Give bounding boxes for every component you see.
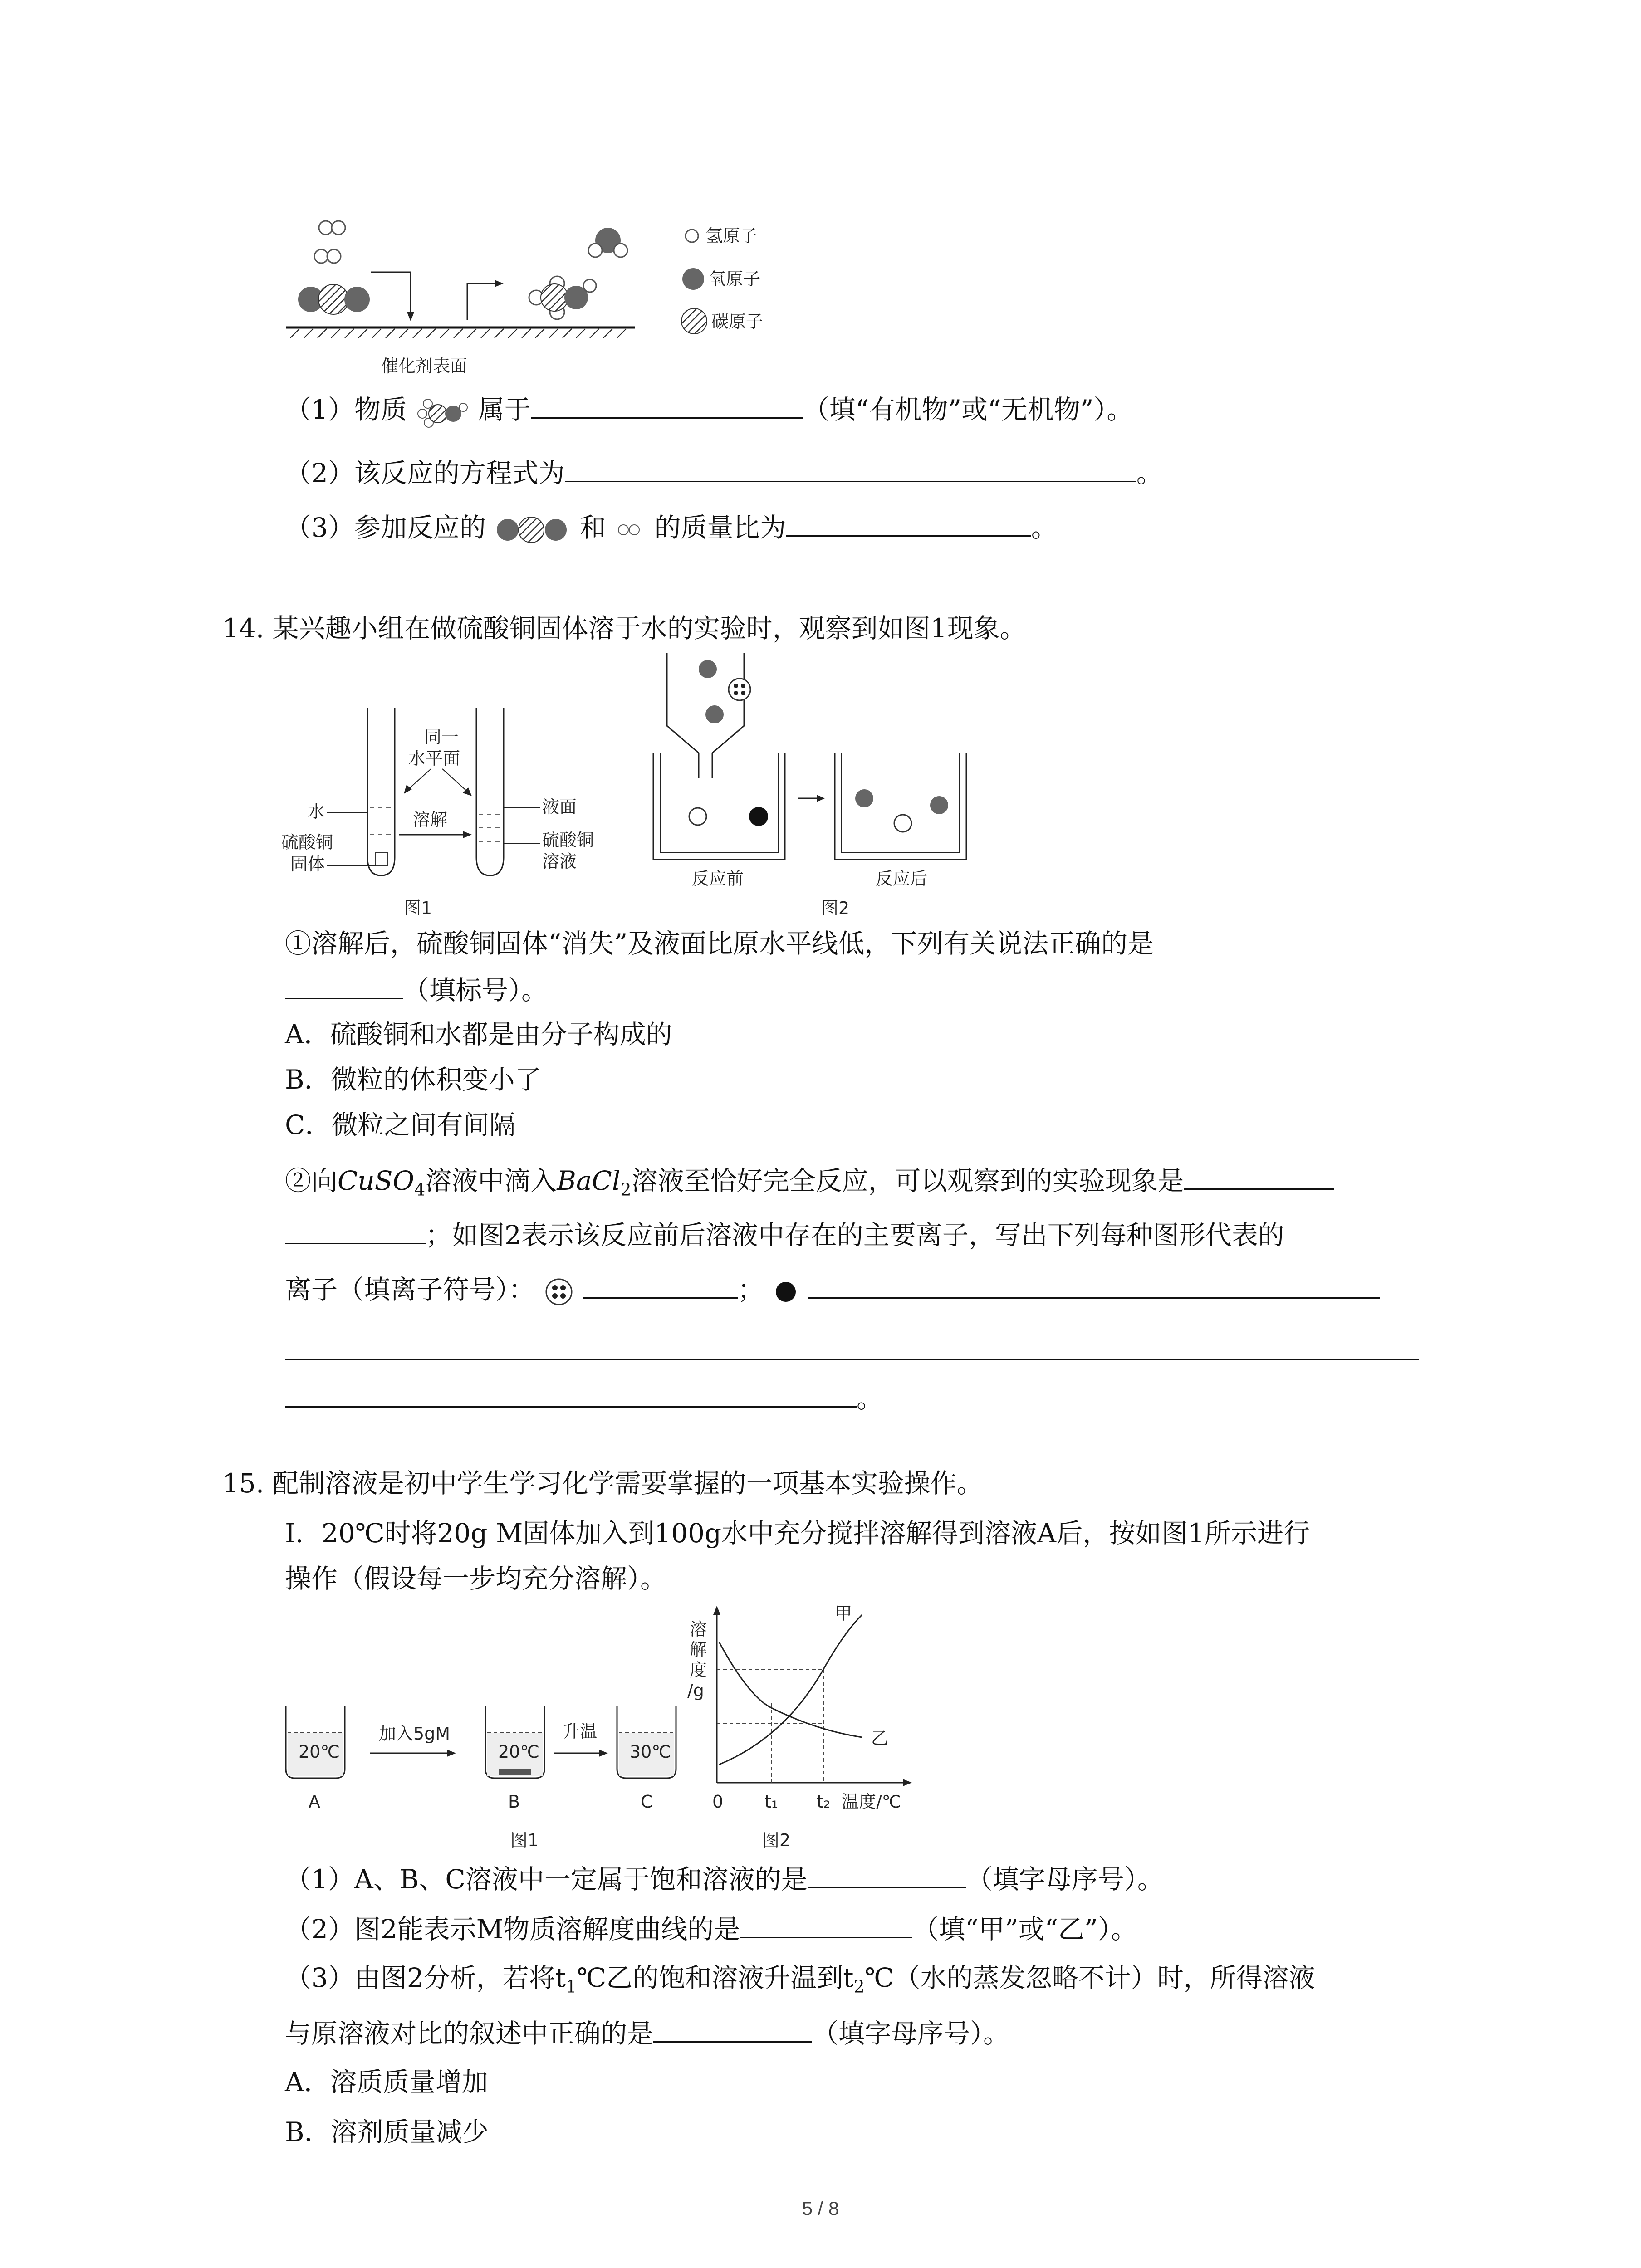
q14-option-b: B．微粒的体积变小了	[285, 1064, 541, 1095]
methanol-molecule	[529, 276, 596, 319]
beaker-b-label: B	[508, 1792, 520, 1812]
methanol-molecule-icon	[415, 394, 470, 430]
beaker-a-temp: 20℃	[299, 1742, 340, 1762]
beaker-c-temp: 30℃	[630, 1742, 671, 1762]
q14-part1-fill: （填标号）。	[285, 971, 548, 1008]
q15-figures	[272, 1601, 953, 1851]
q14-option-a: A．硫酸铜和水都是由分子构成的	[285, 1019, 672, 1050]
q15-fig1-caption: 图1	[510, 1830, 539, 1850]
black-ion-icon	[772, 1278, 799, 1305]
svg-text:溶液: 溶液	[542, 851, 577, 871]
q15-fig2-caption: 图2	[762, 1830, 791, 1850]
svg-text:同一: 同一	[424, 727, 459, 747]
legend-hydrogen: 氢原子	[705, 226, 758, 246]
q15-option-b: B．溶剂质量减少	[285, 2116, 489, 2147]
water-molecule	[588, 228, 627, 257]
svg-text:度: 度	[690, 1660, 707, 1680]
hydrogen-molecule-icon	[614, 518, 646, 541]
fig2-caption: 图2	[821, 898, 850, 918]
q14-answer-blank-4[interactable]	[583, 1270, 738, 1299]
q13-answer-blank-3[interactable]	[786, 508, 1031, 537]
q14-stem: 14. 某兴趣小组在做硫酸铜固体溶于水的实验时，观察到如图1现象。	[222, 613, 1026, 644]
label-jia: 甲	[835, 1603, 852, 1623]
label-after: 反应后	[876, 869, 928, 889]
beaker-b-temp: 20℃	[498, 1742, 540, 1762]
q14-answer-blank-5[interactable]	[808, 1270, 1380, 1299]
q14-part2-line1: ②向CuSO$_4$溶液中滴入BaCl$_2$溶液至恰好完全反应，可以观察到的实验现象是	[285, 1161, 1334, 1208]
svg-text:0: 0	[712, 1792, 724, 1812]
q13-answer-blank-1[interactable]	[531, 390, 803, 419]
svg-text:固体: 固体	[290, 854, 325, 874]
q15-part2: （2）图2能表示M物质溶解度曲线的是 （填“甲”或“乙”）。	[285, 1910, 1137, 1947]
label-heat: 升温	[563, 1721, 598, 1741]
fig1-caption: 图1	[404, 898, 432, 918]
svg-text:溶: 溶	[690, 1619, 707, 1639]
q15-option-a: A．溶质质量增加	[285, 2067, 488, 2097]
q15-part3: （3）由图2分析，若将$t_1℃$乙的饱和溶液升温到$t_2℃$（水的蒸发忽略不计）时，所得溶液	[285, 1962, 1315, 1997]
legend-carbon: 碳原子	[711, 312, 764, 332]
hydrogen-molecule	[319, 221, 345, 235]
page-number: 5 / 8	[802, 2198, 839, 2219]
curve-yi	[719, 1642, 862, 1737]
q15-stem: 15. 配制溶液是初中学生学习化学需要掌握的一项基本实验操作。	[222, 1468, 983, 1499]
q14-answer-blank-1[interactable]	[285, 971, 403, 999]
svg-text:/g: /g	[687, 1681, 704, 1701]
q14-part1: ①溶解后，硫酸铜固体“消失”及液面比原水平线低，下列有关说法正确的是	[285, 928, 1154, 959]
q15-answer-blank-1[interactable]	[808, 1860, 966, 1888]
q15-section1b: 操作（假设每一步均充分溶解）。	[285, 1563, 667, 1594]
q15-answer-blank-2[interactable]	[740, 1910, 912, 1938]
label-add: 加入5gM	[379, 1724, 451, 1744]
q14-part2-end: 。	[285, 1379, 883, 1417]
q13-answer-blank-2[interactable]	[565, 454, 1136, 482]
label-dissolve: 溶解	[413, 810, 448, 830]
q13-part2: （2）该反应的方程式为 。	[285, 454, 1163, 491]
reaction-diagram	[272, 209, 817, 390]
q14-answer-blank-3[interactable]	[285, 1216, 426, 1244]
label-liquid-surface: 液面	[542, 797, 577, 817]
q14-part2-line2: ；如图2表示该反应前后溶液中存在的主要离子，写出下列每种图形代表的	[285, 1216, 1284, 1253]
svg-text:硫酸铜: 硫酸铜	[542, 830, 594, 850]
beaker-c-label: C	[641, 1792, 653, 1812]
legend-oxygen: 氧原子	[709, 269, 761, 289]
label-yi: 乙	[871, 1728, 889, 1748]
label-water: 水	[308, 802, 325, 821]
q14-answer-line-6[interactable]	[285, 1359, 1419, 1360]
curve-jia	[719, 1615, 862, 1765]
svg-text:t₂: t₂	[817, 1792, 831, 1812]
dotted-ion-icon	[543, 1276, 575, 1308]
svg-text:硫酸铜: 硫酸铜	[281, 832, 333, 852]
q13-part1: （1）物质 属于 （填“有机物”或“无机物”）。	[285, 390, 1133, 430]
q14-option-c: C．微粒之间有间隔	[285, 1110, 516, 1140]
q15-section1: Ⅰ．20℃时将20g M固体加入到100g水中充分搅拌溶解得到溶液A后，按如图1所示进行	[285, 1518, 1310, 1549]
label-before: 反应前	[692, 869, 744, 889]
q13-part3: （3）参加反应的 和 的质量比为 。	[285, 508, 1058, 546]
q14-part2-line3: 离子（填离子符号）： ；	[285, 1270, 1380, 1308]
svg-text:解: 解	[690, 1640, 707, 1660]
q14-answer-blank-7[interactable]	[285, 1379, 857, 1408]
svg-text:水平面: 水平面	[408, 748, 460, 768]
q15-answer-blank-3[interactable]	[653, 2014, 812, 2043]
svg-text:温度/℃: 温度/℃	[842, 1792, 901, 1812]
svg-text:t₁: t₁	[764, 1792, 779, 1812]
beaker-a-label: A	[309, 1792, 320, 1812]
q15-part1: （1）A、B、C溶液中一定属于饱和溶液的是 （填字母序号）。	[285, 1860, 1164, 1897]
q14-figures	[272, 653, 1043, 934]
hydrogen-molecule	[314, 249, 341, 263]
co2-molecule	[298, 284, 370, 314]
q15-part3-line2: 与原溶液对比的叙述中正确的是 （填字母序号）。	[285, 2014, 1009, 2052]
q14-answer-blank-2[interactable]	[1184, 1161, 1334, 1190]
co2-molecule-icon	[494, 514, 571, 546]
catalyst-surface-label: 催化剂表面	[381, 356, 468, 376]
